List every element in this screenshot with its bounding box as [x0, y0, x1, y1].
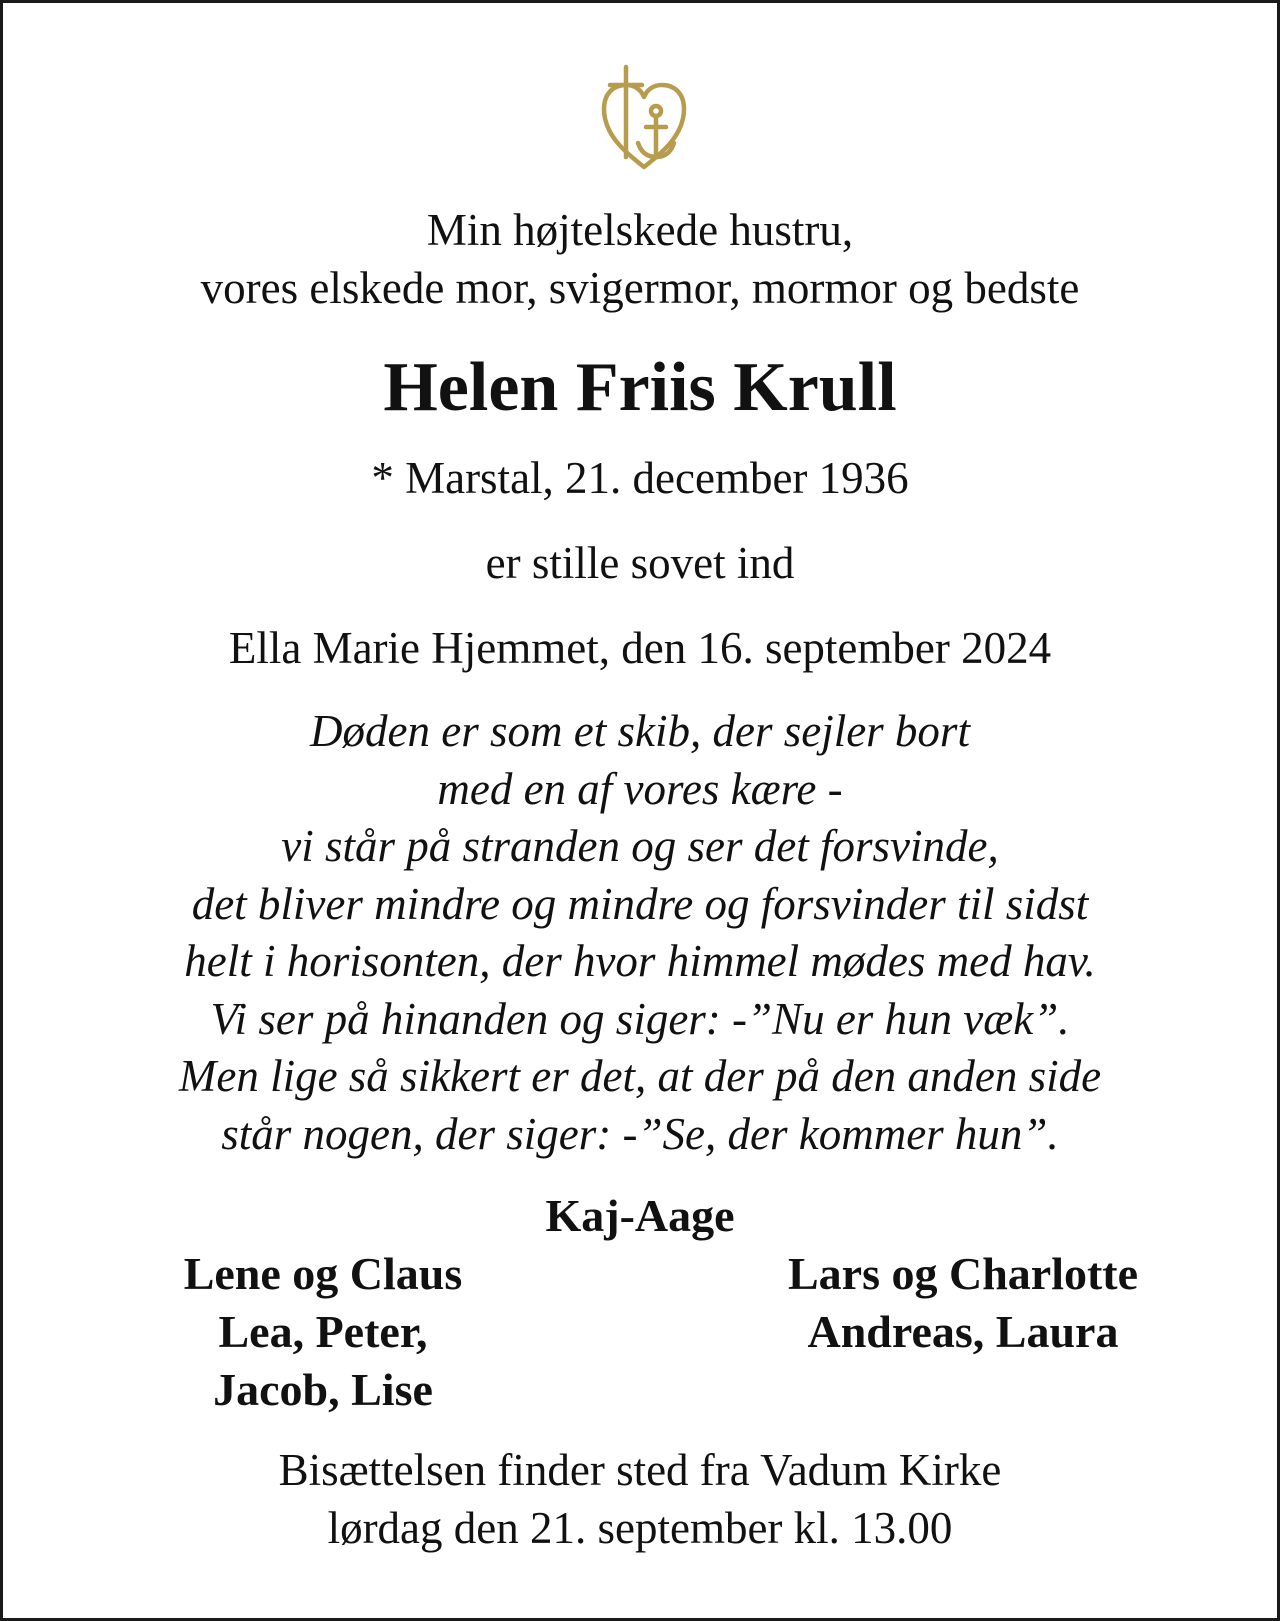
passing-place-date: Ella Marie Hjemmet, den 16. september 2024	[228, 623, 1052, 673]
poem-line: Men lige så sikkert er det, at der på den anden side	[178, 1051, 1102, 1101]
family-right-column	[748, 1245, 1178, 1361]
passing-text: er stille sovet ind	[485, 538, 795, 588]
funeral-line: lørdag den 21. september kl. 13.00	[327, 1503, 953, 1553]
poem-line: helt i horisonten, der hvor himmel mødes med hav.	[184, 936, 1096, 986]
cross-anchor-heart-icon	[596, 61, 692, 173]
poem-line: står nogen, der siger: -”Se, der kommer hun”.	[221, 1108, 1059, 1159]
intro-line: vores elskede mor, svigermor, mormor og bedste	[200, 263, 1080, 313]
poem-line: Vi ser på hinanden og siger: -”Nu er hun væk”.	[210, 993, 1070, 1044]
poem-line: med en af vores kære -	[437, 763, 843, 814]
poem-line: Døden er som et skib, der sejler bort	[310, 706, 970, 756]
family-left-column	[123, 1245, 523, 1419]
family-line: Andreas, Laura	[807, 1306, 1119, 1357]
family-line: Lene og Claus	[183, 1248, 463, 1299]
spouse-name: Kaj-Aage	[545, 1190, 735, 1241]
family-line: Lea, Peter,	[218, 1306, 428, 1357]
deceased-name: Helen Friis Krull	[383, 349, 897, 426]
poem-line: det bliver mindre og mindre og forsvinder til sidst	[191, 878, 1089, 929]
intro-text	[3, 201, 1277, 317]
intro-line: Min højtelskede hustru,	[426, 205, 854, 255]
birth-info: * Marstal, 21. december 1936	[371, 453, 909, 503]
memorial-poem	[3, 703, 1277, 1163]
family-line: Jacob, Lise	[213, 1364, 433, 1415]
family-line: Lars og Charlotte	[787, 1248, 1139, 1299]
funeral-info	[3, 1441, 1277, 1557]
funeral-line: Bisættelsen finder sted fra Vadum Kirke	[278, 1445, 1002, 1495]
poem-line: vi står på stranden og ser det forsvinde,	[281, 821, 999, 871]
